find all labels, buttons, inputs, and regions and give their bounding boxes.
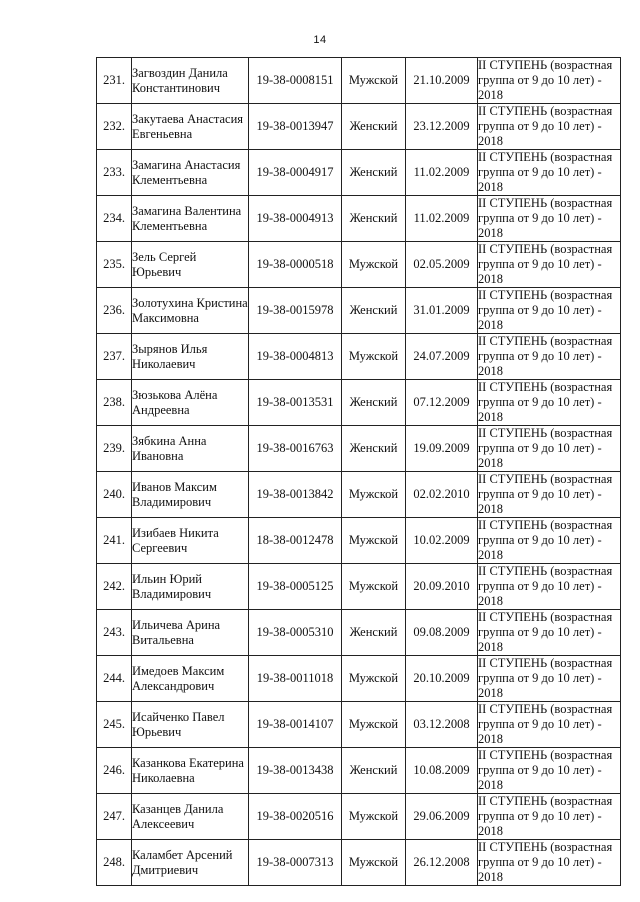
birth-date-cell: 03.12.2008 xyxy=(406,702,478,748)
participants-table-body xyxy=(97,58,621,886)
table-row xyxy=(97,702,621,748)
registration-id-cell: 19-38-0007313 xyxy=(249,840,342,886)
full-name-cell: Зябкина Анна Ивановна xyxy=(132,426,249,472)
birth-date-cell: 31.01.2009 xyxy=(406,288,478,334)
registration-id-cell: 19-38-0016763 xyxy=(249,426,342,472)
table-row xyxy=(97,196,621,242)
gender-cell: Мужской xyxy=(342,334,406,380)
full-name-cell: Исайченко Павел Юрьевич xyxy=(132,702,249,748)
registration-id-cell: 19-38-0013438 xyxy=(249,748,342,794)
birth-date-cell: 21.10.2009 xyxy=(406,58,478,104)
gender-cell: Мужской xyxy=(342,794,406,840)
birth-date-cell: 02.05.2009 xyxy=(406,242,478,288)
birth-date-cell: 07.12.2009 xyxy=(406,380,478,426)
registration-id-cell: 18-38-0012478 xyxy=(249,518,342,564)
full-name-cell: Ильичева Арина Витальевна xyxy=(132,610,249,656)
category-cell: II СТУПЕНЬ (возрастная группа от 9 до 10 лет) - 2018 xyxy=(478,334,621,380)
category-cell: II СТУПЕНЬ (возрастная группа от 9 до 10 лет) - 2018 xyxy=(478,242,621,288)
row-number-cell: 236. xyxy=(97,288,132,334)
table-row xyxy=(97,656,621,702)
gender-cell: Мужской xyxy=(342,242,406,288)
registration-id-cell: 19-38-0013842 xyxy=(249,472,342,518)
birth-date-cell: 26.12.2008 xyxy=(406,840,478,886)
table-row xyxy=(97,426,621,472)
category-cell: II СТУПЕНЬ (возрастная группа от 9 до 10 лет) - 2018 xyxy=(478,426,621,472)
full-name-cell: Зюзькова Алёна Андреевна xyxy=(132,380,249,426)
birth-date-cell: 20.10.2009 xyxy=(406,656,478,702)
gender-cell: Женский xyxy=(342,380,406,426)
page-number: 14 xyxy=(313,34,327,46)
table-row xyxy=(97,334,621,380)
row-number-cell: 247. xyxy=(97,794,132,840)
category-cell: II СТУПЕНЬ (возрастная группа от 9 до 10 лет) - 2018 xyxy=(478,472,621,518)
row-number-cell: 238. xyxy=(97,380,132,426)
row-number-cell: 232. xyxy=(97,104,132,150)
table-row xyxy=(97,748,621,794)
row-number-cell: 234. xyxy=(97,196,132,242)
registration-id-cell: 19-38-0014107 xyxy=(249,702,342,748)
table-row xyxy=(97,794,621,840)
registration-id-cell: 19-38-0008151 xyxy=(249,58,342,104)
birth-date-cell: 10.08.2009 xyxy=(406,748,478,794)
category-cell: II СТУПЕНЬ (возрастная группа от 9 до 10 лет) - 2018 xyxy=(478,702,621,748)
category-cell: II СТУПЕНЬ (возрастная группа от 9 до 10 лет) - 2018 xyxy=(478,380,621,426)
row-number-cell: 244. xyxy=(97,656,132,702)
row-number-cell: 233. xyxy=(97,150,132,196)
table-row xyxy=(97,564,621,610)
row-number-cell: 231. xyxy=(97,58,132,104)
full-name-cell: Замагина Валентина Клементьевна xyxy=(132,196,249,242)
table-row xyxy=(97,58,621,104)
birth-date-cell: 11.02.2009 xyxy=(406,196,478,242)
row-number-cell: 245. xyxy=(97,702,132,748)
gender-cell: Женский xyxy=(342,426,406,472)
row-number-cell: 237. xyxy=(97,334,132,380)
registration-id-cell: 19-38-0013947 xyxy=(249,104,342,150)
gender-cell: Женский xyxy=(342,610,406,656)
registration-id-cell: 19-38-0005310 xyxy=(249,610,342,656)
birth-date-cell: 10.02.2009 xyxy=(406,518,478,564)
gender-cell: Женский xyxy=(342,748,406,794)
birth-date-cell: 11.02.2009 xyxy=(406,150,478,196)
gender-cell: Женский xyxy=(342,150,406,196)
gender-cell: Мужской xyxy=(342,518,406,564)
participants-table xyxy=(96,57,621,886)
category-cell: II СТУПЕНЬ (возрастная группа от 9 до 10 лет) - 2018 xyxy=(478,610,621,656)
row-number-cell: 246. xyxy=(97,748,132,794)
birth-date-cell: 09.08.2009 xyxy=(406,610,478,656)
registration-id-cell: 19-38-0005125 xyxy=(249,564,342,610)
table-row xyxy=(97,104,621,150)
table-row xyxy=(97,288,621,334)
registration-id-cell: 19-38-0013531 xyxy=(249,380,342,426)
gender-cell: Женский xyxy=(342,288,406,334)
category-cell: II СТУПЕНЬ (возрастная группа от 9 до 10 лет) - 2018 xyxy=(478,564,621,610)
table-row xyxy=(97,380,621,426)
category-cell: II СТУПЕНЬ (возрастная группа от 9 до 10 лет) - 2018 xyxy=(478,288,621,334)
registration-id-cell: 19-38-0004813 xyxy=(249,334,342,380)
table-row xyxy=(97,150,621,196)
birth-date-cell: 19.09.2009 xyxy=(406,426,478,472)
gender-cell: Мужской xyxy=(342,58,406,104)
category-cell: II СТУПЕНЬ (возрастная группа от 9 до 10 лет) - 2018 xyxy=(478,518,621,564)
registration-id-cell: 19-38-0015978 xyxy=(249,288,342,334)
gender-cell: Женский xyxy=(342,196,406,242)
category-cell: II СТУПЕНЬ (возрастная группа от 9 до 10 лет) - 2018 xyxy=(478,656,621,702)
row-number-cell: 241. xyxy=(97,518,132,564)
full-name-cell: Иванов Максим Владимирович xyxy=(132,472,249,518)
gender-cell: Мужской xyxy=(342,840,406,886)
table-row xyxy=(97,840,621,886)
full-name-cell: Изибаев Никита Сергеевич xyxy=(132,518,249,564)
full-name-cell: Казанцев Данила Алексеевич xyxy=(132,794,249,840)
full-name-cell: Загвоздин Данила Константинович xyxy=(132,58,249,104)
row-number-cell: 239. xyxy=(97,426,132,472)
birth-date-cell: 20.09.2010 xyxy=(406,564,478,610)
category-cell: II СТУПЕНЬ (возрастная группа от 9 до 10 лет) - 2018 xyxy=(478,840,621,886)
birth-date-cell: 23.12.2009 xyxy=(406,104,478,150)
registration-id-cell: 19-38-0011018 xyxy=(249,656,342,702)
full-name-cell: Казанкова Екатерина Николаевна xyxy=(132,748,249,794)
row-number-cell: 240. xyxy=(97,472,132,518)
table-row xyxy=(97,242,621,288)
category-cell: II СТУПЕНЬ (возрастная группа от 9 до 10 лет) - 2018 xyxy=(478,748,621,794)
gender-cell: Мужской xyxy=(342,564,406,610)
category-cell: II СТУПЕНЬ (возрастная группа от 9 до 10 лет) - 2018 xyxy=(478,196,621,242)
full-name-cell: Имедоев Максим Александрович xyxy=(132,656,249,702)
table-row xyxy=(97,518,621,564)
row-number-cell: 242. xyxy=(97,564,132,610)
birth-date-cell: 02.02.2010 xyxy=(406,472,478,518)
full-name-cell: Зель Сергей Юрьевич xyxy=(132,242,249,288)
full-name-cell: Каламбет Арсений Дмитриевич xyxy=(132,840,249,886)
table-row xyxy=(97,610,621,656)
registration-id-cell: 19-38-0000518 xyxy=(249,242,342,288)
gender-cell: Мужской xyxy=(342,472,406,518)
birth-date-cell: 29.06.2009 xyxy=(406,794,478,840)
full-name-cell: Зырянов Илья Николаевич xyxy=(132,334,249,380)
full-name-cell: Ильин Юрий Владимирович xyxy=(132,564,249,610)
row-number-cell: 248. xyxy=(97,840,132,886)
full-name-cell: Золотухина Кристина Максимовна xyxy=(132,288,249,334)
row-number-cell: 243. xyxy=(97,610,132,656)
row-number-cell: 235. xyxy=(97,242,132,288)
birth-date-cell: 24.07.2009 xyxy=(406,334,478,380)
full-name-cell: Замагина Анастасия Клементьевна xyxy=(132,150,249,196)
gender-cell: Мужской xyxy=(342,656,406,702)
category-cell: II СТУПЕНЬ (возрастная группа от 9 до 10 лет) - 2018 xyxy=(478,58,621,104)
category-cell: II СТУПЕНЬ (возрастная группа от 9 до 10 лет) - 2018 xyxy=(478,150,621,196)
registration-id-cell: 19-38-0020516 xyxy=(249,794,342,840)
category-cell: II СТУПЕНЬ (возрастная группа от 9 до 10 лет) - 2018 xyxy=(478,794,621,840)
category-cell: II СТУПЕНЬ (возрастная группа от 9 до 10 лет) - 2018 xyxy=(478,104,621,150)
gender-cell: Мужской xyxy=(342,702,406,748)
gender-cell: Женский xyxy=(342,104,406,150)
full-name-cell: Закутаева Анастасия Евгеньевна xyxy=(132,104,249,150)
registration-id-cell: 19-38-0004913 xyxy=(249,196,342,242)
table-row xyxy=(97,472,621,518)
registration-id-cell: 19-38-0004917 xyxy=(249,150,342,196)
